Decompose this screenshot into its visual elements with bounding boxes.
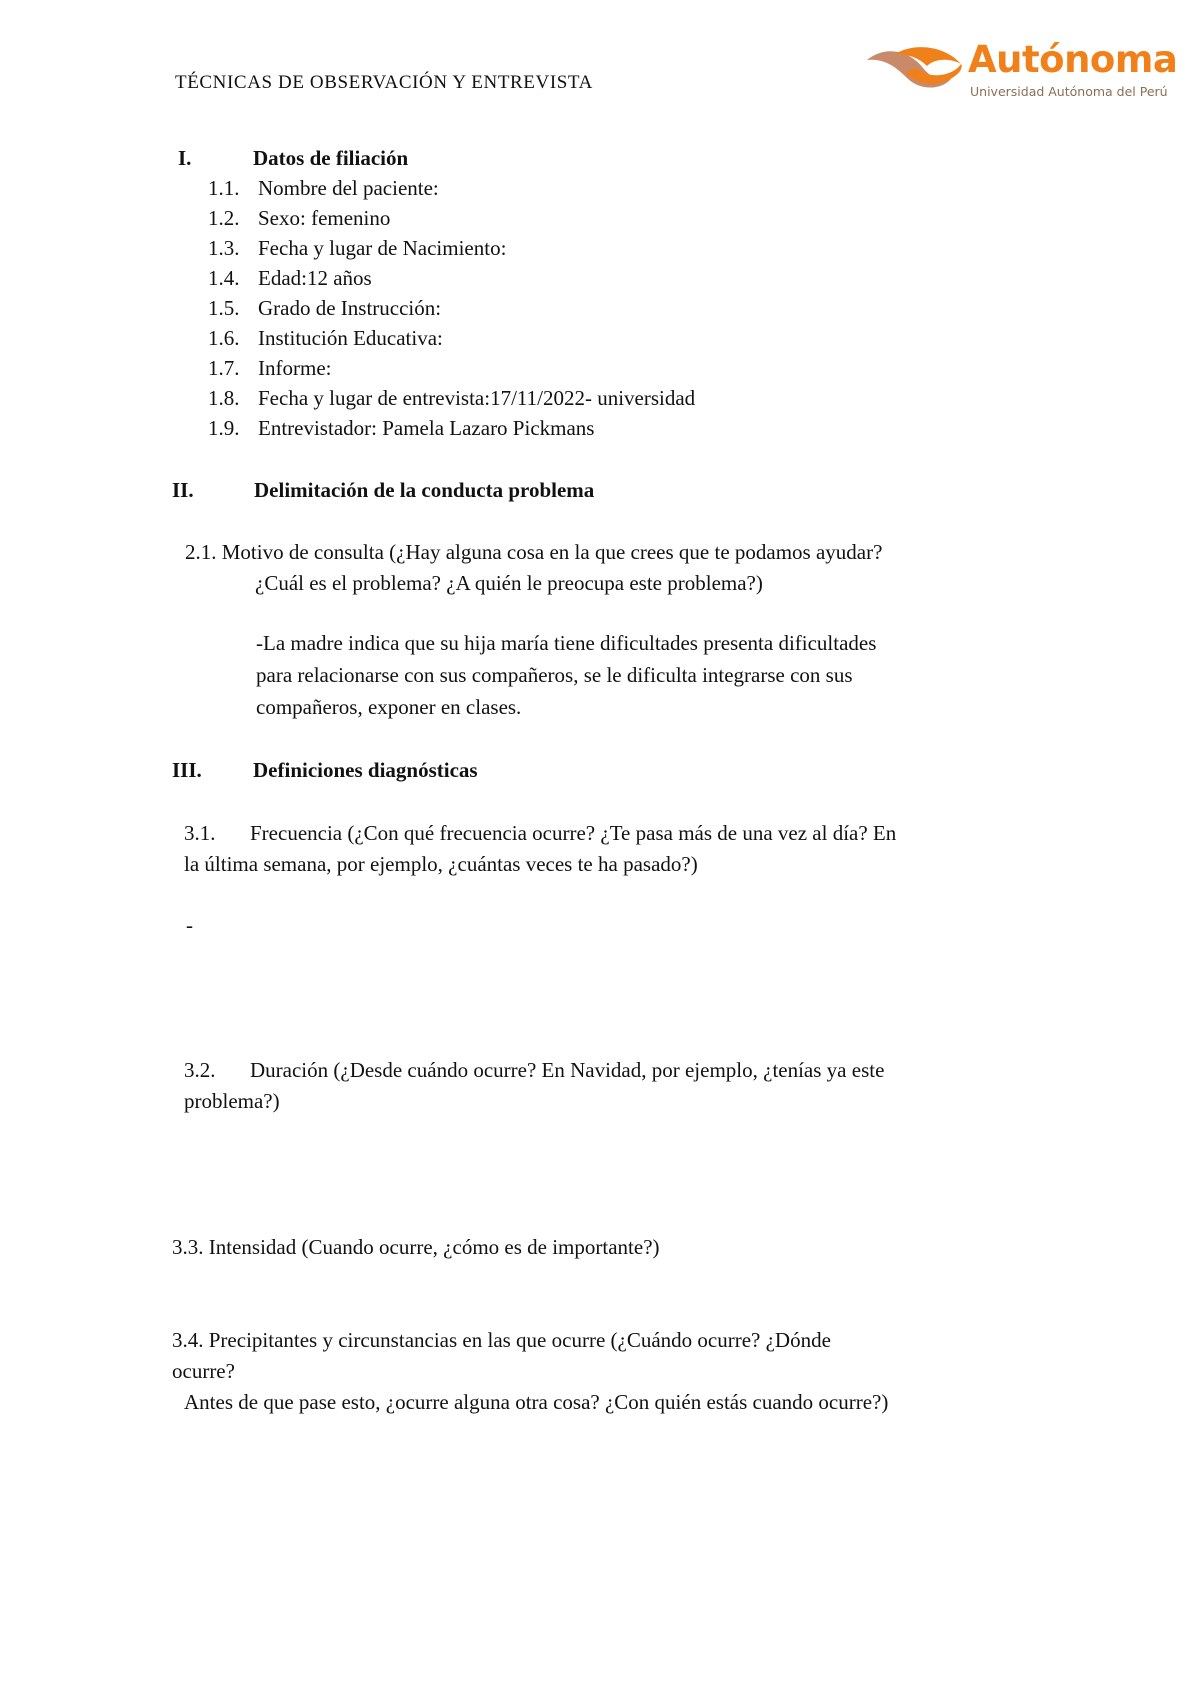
item-number: 1.1. (208, 176, 240, 200)
document-title: TÉCNICAS DE OBSERVACIÓN Y ENTREVISTA (175, 72, 593, 93)
item-text: Edad:12 años (258, 266, 372, 290)
question-line: Antes de que pase esto, ¿ocurre alguna otra cosa? ¿Con quién estás cuando ocurre?) (184, 1390, 889, 1414)
answer-line: -La madre indica que su hija maría tiene dificultades presenta dificultades (256, 631, 877, 655)
question-line: 2.1. Motivo de consulta (¿Hay alguna cosa en la que crees que te podamos ayudar? (185, 540, 883, 564)
answer-3-1: - (186, 913, 193, 937)
section-3-title: Definiciones diagnósticas (253, 758, 478, 782)
university-logo (865, 38, 1178, 104)
item-text: Grado de Instrucción: (258, 296, 442, 320)
item-number: 1.9. (208, 416, 240, 440)
item-number: 1.4. (208, 266, 240, 290)
item-number: 1.3. (208, 236, 240, 260)
question-3-3: 3.3. Intensidad (Cuando ocurre, ¿cómo es de importante?) (172, 1235, 660, 1259)
section-1-number: I. (178, 146, 192, 170)
section-2-title: Delimitación de la conducta problema (254, 478, 595, 502)
item-number: 1.7. (208, 356, 240, 380)
question-line: la última semana, por ejemplo, ¿cuántas veces te ha pasado?) (184, 852, 698, 876)
item-text: Fecha y lugar de Nacimiento: (258, 236, 507, 260)
question-line: Duración (¿Desde cuándo ocurre? En Navidad, por ejemplo, ¿tenías ya este (250, 1058, 885, 1082)
question-line: ¿Cuál es el problema? ¿A quién le preocupa este problema?) (255, 571, 763, 595)
item-text: Fecha y lugar de entrevista:17/11/2022- universidad (258, 386, 696, 410)
item-number: 1.2. (208, 206, 240, 230)
answer-line: para relacionarse con sus compañeros, se le dificulta integrarse con sus (256, 663, 853, 687)
item-text: Informe: (258, 356, 332, 380)
logo-subtitle: Universidad Autónoma del Perú (970, 84, 1168, 99)
question-number: 3.1. (184, 821, 216, 845)
section-1-title: Datos de filiación (253, 146, 409, 170)
item-number: 1.6. (208, 326, 240, 350)
item-text: Sexo: femenino (258, 206, 391, 230)
item-text: Entrevistador: Pamela Lazaro Pickmans (258, 416, 595, 440)
section-2-number: II. (172, 478, 194, 502)
question-line: 3.4. Precipitantes y circunstancias en las que ocurre (¿Cuándo ocurre? ¿Dónde (172, 1328, 831, 1352)
item-text: Institución Educativa: (258, 326, 443, 350)
question-line: Frecuencia (¿Con qué frecuencia ocurre? ¿Te pasa más de una vez al día? En (250, 821, 897, 845)
question-number: 3.2. (184, 1058, 216, 1082)
question-line: ocurre? (172, 1359, 235, 1383)
question-3-4 (172, 1325, 888, 1418)
question-2-1 (185, 537, 882, 599)
question-3-1 (184, 818, 896, 880)
item-number: 1.8. (208, 386, 240, 410)
logo-wave-icon (865, 46, 965, 92)
question-line: problema?) (184, 1089, 280, 1113)
item-text: Nombre del paciente: (258, 176, 439, 200)
answer-line: compañeros, exponer en clases. (256, 695, 522, 719)
item-number: 1.5. (208, 296, 240, 320)
question-3-2 (184, 1055, 884, 1117)
answer-2-1 (256, 627, 876, 723)
section-3-number: III. (172, 758, 202, 782)
logo-name: Autónoma (968, 38, 1178, 81)
